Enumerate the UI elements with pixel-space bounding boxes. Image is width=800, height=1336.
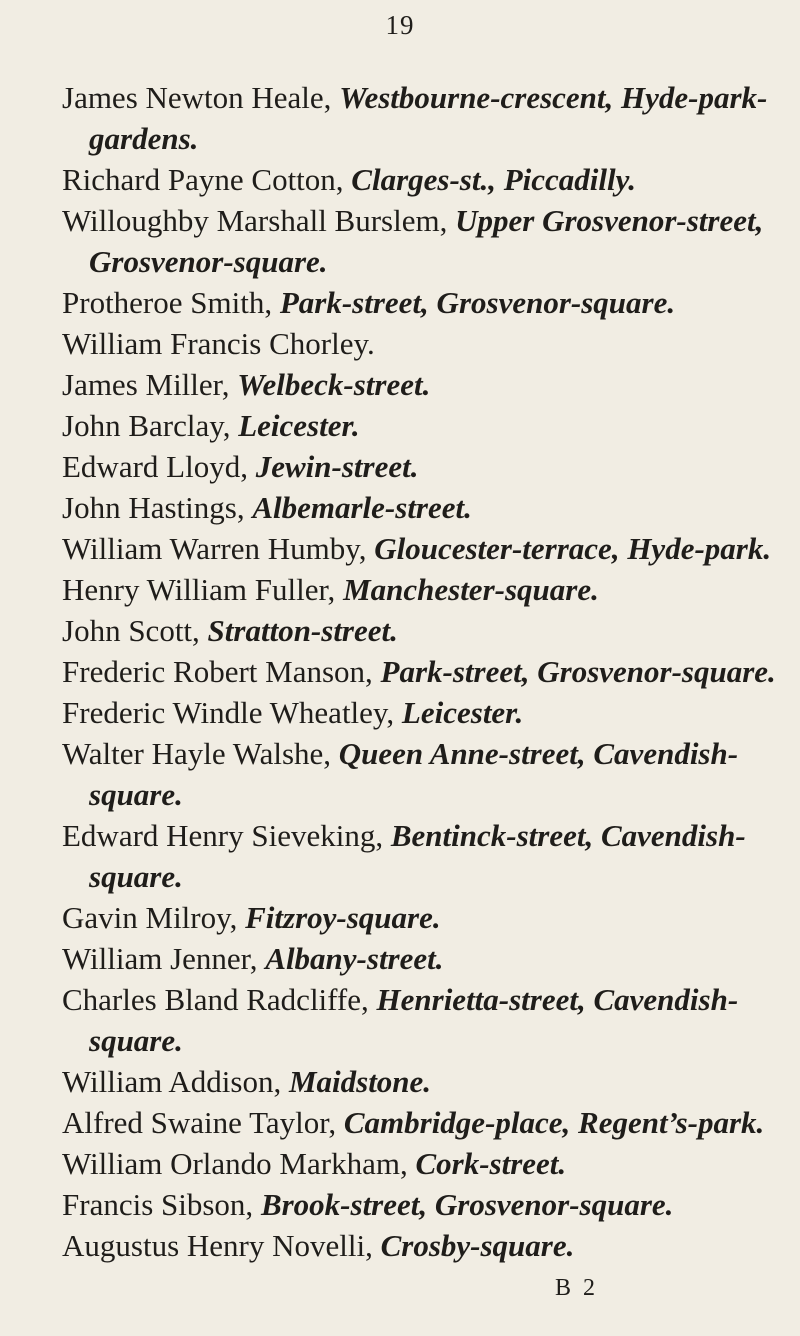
member-name: William Jenner, xyxy=(62,941,266,976)
member-address: Queen Anne-street, Cavendish-square. xyxy=(89,736,739,812)
member-name: Protheroe Smith, xyxy=(62,285,280,320)
member-address: Brook-street, Grosvenor-square. xyxy=(260,1187,674,1222)
list-item xyxy=(62,815,777,897)
list-item xyxy=(62,1143,777,1184)
list-item xyxy=(62,979,777,1061)
list-item xyxy=(62,897,777,938)
member-address: Clarges-st., Piccadilly. xyxy=(351,162,636,197)
member-name: Edward Henry Sieveking, xyxy=(62,818,391,853)
list-item xyxy=(62,651,777,692)
member-name: Frederic Robert Manson, xyxy=(62,654,381,689)
member-address: Welbeck-street. xyxy=(237,367,431,402)
list-item xyxy=(62,528,777,569)
list-item xyxy=(62,323,777,364)
member-name: Alfred Swaine Taylor, xyxy=(62,1105,344,1140)
member-address: Albemarle-street. xyxy=(252,490,472,525)
list-item xyxy=(62,364,777,405)
list-item xyxy=(62,282,777,323)
list-item xyxy=(62,569,777,610)
member-address: Bentinck-street, Cavendish-square. xyxy=(89,818,746,894)
member-address: Leicester. xyxy=(238,408,360,443)
member-address: Fitzroy-square. xyxy=(245,900,441,935)
member-name: Richard Payne Cotton, xyxy=(62,162,352,197)
member-name: John Hastings, xyxy=(62,490,253,525)
member-name: William Warren Humby, xyxy=(62,531,375,566)
member-address: Manchester-square. xyxy=(343,572,599,607)
list-item xyxy=(62,692,777,733)
member-address: Henrietta-street, Cavendish-square. xyxy=(89,982,739,1058)
member-name: Francis Sibson, xyxy=(62,1187,261,1222)
list-item xyxy=(62,1061,777,1102)
member-name: William Orlando Markham, xyxy=(62,1146,416,1181)
member-name: Edward Lloyd, xyxy=(62,449,256,484)
member-address: Jewin-street. xyxy=(255,449,419,484)
member-address: Park-street, Grosvenor-square. xyxy=(279,285,676,320)
list-item xyxy=(62,487,777,528)
list-item xyxy=(62,159,777,200)
member-address: Stratton-street. xyxy=(207,613,398,648)
list-item xyxy=(62,1184,777,1225)
member-address: Albany-street. xyxy=(265,941,444,976)
list-item xyxy=(62,1225,777,1266)
member-name: James Newton Heale, xyxy=(62,80,340,115)
member-address: Maidstone. xyxy=(288,1064,432,1099)
list-item xyxy=(62,77,777,159)
member-address: Upper Grosvenor-street, Grosvenor-square. xyxy=(89,203,764,279)
page-number: 19 xyxy=(385,10,415,40)
list-item xyxy=(62,733,777,815)
member-name: John Scott, xyxy=(62,613,208,648)
list-item xyxy=(62,1102,777,1143)
member-address: Cambridge-place, Regent’s-park. xyxy=(343,1105,765,1140)
signature-mark: B 2 xyxy=(555,1275,599,1301)
member-address: Park-street, Grosvenor-square. xyxy=(380,654,776,689)
member-name: Gavin Milroy, xyxy=(62,900,246,935)
member-name: Charles Bland Radcliffe, xyxy=(62,982,377,1017)
list-item xyxy=(62,405,777,446)
member-name: William Addison, xyxy=(62,1064,289,1099)
member-name: Willoughby Marshall Burslem, xyxy=(62,203,456,238)
member-name: James Miller, xyxy=(62,367,238,402)
member-address: Westbourne-crescent, Hyde-park-gardens. xyxy=(89,80,768,156)
member-name: Frederic Windle Wheatley, xyxy=(62,695,402,730)
member-address: Crosby-square. xyxy=(380,1228,575,1263)
list-item xyxy=(62,446,777,487)
member-name: Augustus Henry Novelli, xyxy=(62,1228,381,1263)
member-address: Cork-street. xyxy=(415,1146,567,1181)
member-name: Walter Hayle Walshe, xyxy=(62,736,339,771)
member-list xyxy=(62,77,777,1266)
list-item xyxy=(62,938,777,979)
member-name: Henry William Fuller, xyxy=(62,572,344,607)
member-address: Gloucester-terrace, Hyde-park. xyxy=(374,531,772,566)
list-item xyxy=(62,200,777,282)
member-address: Leicester. xyxy=(401,695,524,730)
member-name: John Barclay, xyxy=(62,408,239,443)
list-item xyxy=(62,610,777,651)
member-name: William Francis Chorley. xyxy=(62,326,375,361)
